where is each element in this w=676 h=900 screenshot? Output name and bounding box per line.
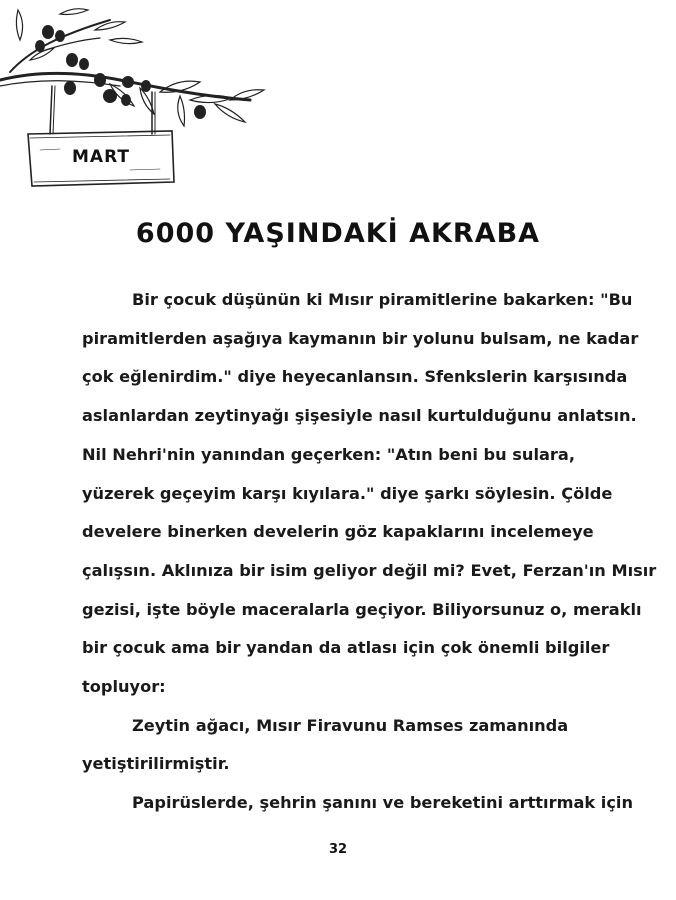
olive-branch-illustration [0, 0, 290, 200]
page-number: 32 [328, 842, 348, 857]
text-line: develere binerken develerin göz kapaklarını incelemeye [82, 522, 594, 542]
text-line: gezisi, işte böyle maceralarla geçiyor. Biliyorsunuz o, meraklı [82, 599, 642, 619]
text-line: çalışsın. Aklınıza bir isim geliyor değil mi? Evet, Ferzan'ın Mısır [82, 560, 657, 580]
text-line: çok eğlenirdim." diye heyecanlansın. Sfenkslerin karşısında [82, 367, 628, 387]
text-line: piramitlerden aşağıya kaymanın bir yolunu bulsam, ne kadar [82, 328, 639, 348]
page-title: 6000 YAŞINDAKİ AKRABA [135, 218, 541, 249]
text-line: Zeytin ağacı, Mısır Firavunu Ramses zamanında [132, 715, 569, 735]
text-line: Papirüslerde, şehrin şanını ve bereketini arttırmak için [132, 793, 633, 813]
body-text [82, 281, 657, 823]
text-line: aslanlardan zeytinyağı şişesiyle nasıl kurtulduğunu anlatsın. [82, 406, 637, 426]
text-line: bir çocuk ama bir yandan da atlası için çok önemli bilgiler [82, 638, 610, 658]
text-line: Nil Nehri'nin yanından geçerken: "Atın beni bu sulara, [82, 444, 575, 464]
month-label: MART [72, 147, 130, 167]
text-line: yetiştirilirmiştir. [82, 754, 230, 774]
text-line: topluyor: [82, 677, 166, 697]
text-line: Bir çocuk düşünün ki Mısır piramitlerine bakarken: "Bu [132, 290, 633, 309]
text-line: yüzerek geçeyim karşı kıyılara." diye şarkı söylesin. Çölde [82, 483, 613, 503]
